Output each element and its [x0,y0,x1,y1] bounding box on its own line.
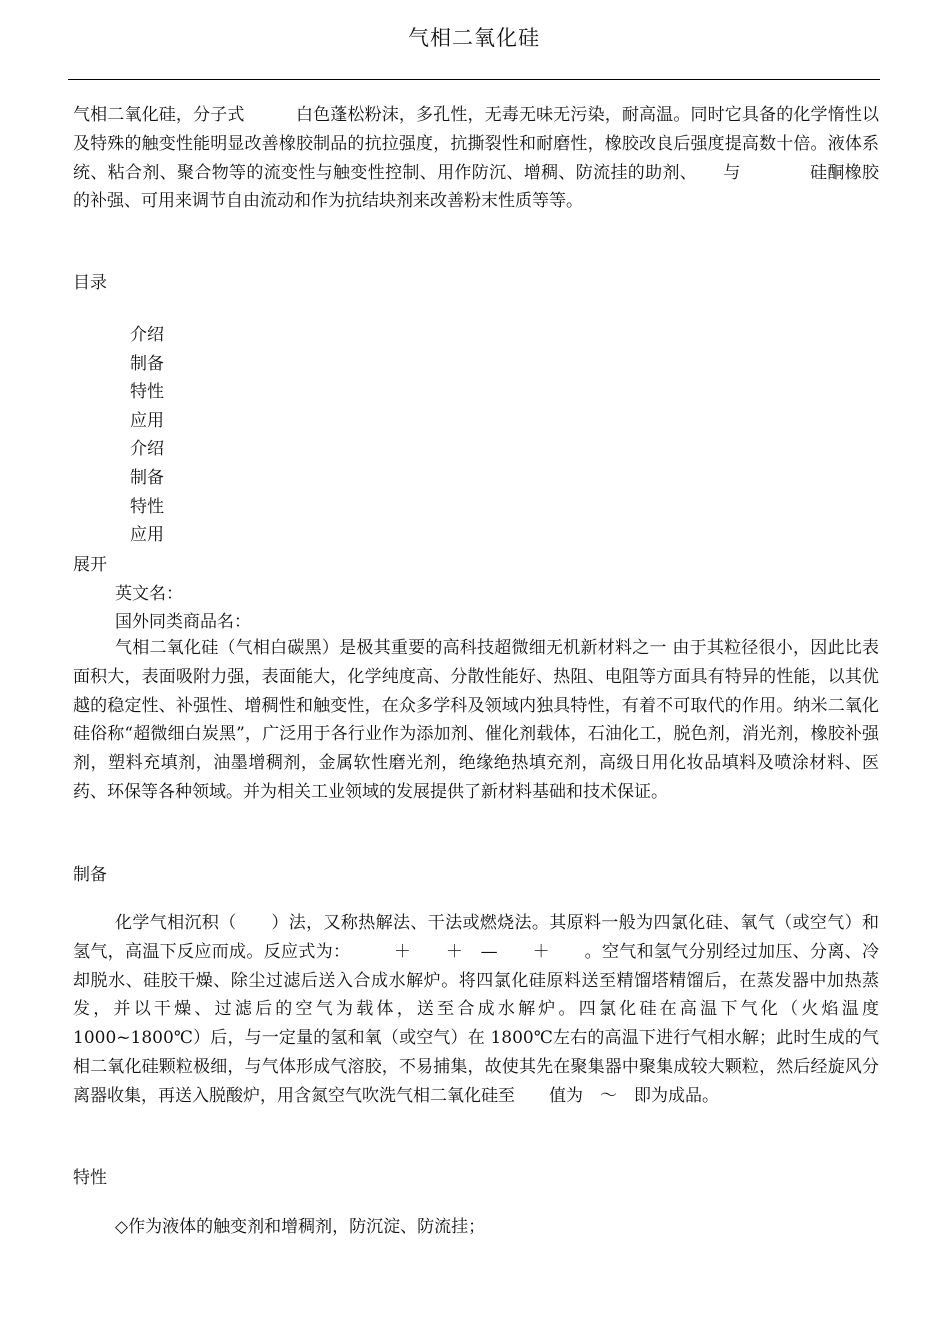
properties-heading: 特性 [73,1168,107,1188]
toc-heading: 目录 [73,273,107,293]
table-of-contents [130,321,164,550]
properties-item: ◇作为液体的触变剂和增稠剂，防沉淀、防流挂； [115,1217,486,1237]
foreign-trade-names-label: 国外同类商品名： [115,612,251,632]
toc-item-intro[interactable]: 介绍 [130,439,164,460]
intro-paragraph: 气相二氧化硅，分子式 白色蓬松粉沫，多孔性，无毒无味无污染，耐高温。同时它具备的化学惰性以及特殊的触变性能明显改善橡胶制品的抗拉强度，抗撕裂性和耐磨性，橡胶改良后强度提高数十倍。液体系统、粘合剂、聚合物等的流变性与触变性控制、用作防沉、增稠、防流挂的助剂、 与 硅酮橡胶的补强、可用来调节自由流动和作为抗结块剂来改善粉末性质等等。 [73,105,879,212]
toc-item-applications[interactable]: 应用 [130,410,164,431]
header-rule [68,79,880,80]
preparation-paragraph: 化学气相沉积（ ）法，又称热解法、干法或燃烧法。其原料一般为四氯化硅、氧气（或空气）和氢气，高温下反应而成。反应式为： ＋ ＋ — ＋ 。空气和氢气分别经过加压、分离、冷却脱水、硅胶干燥、除尘过滤后送入合成水解炉。将四氯化硅原料送至精馏塔精馏后，在蒸发器中加热蒸发，并以干燥、过滤后的空气为载体，送至合成水解炉。四氯化硅在高温下气化（火焰温度 1000~1800℃）后，与一定量的氢和氧（或空气）在 1800℃左右的高温下进行气相水解；此时生成的气相二氧化硅颗粒极细，与气体形成气溶胶，不易捕集，故使其先在聚集器中聚集成较大颗粒，然后经旋风分离器收集，再送入脱酸炉，用含氮空气吹洗气相二氧化硅至 值为 ～ 即为成品。 [73,913,879,1106]
toc-item-preparation[interactable]: 制备 [130,353,164,374]
toc-item-intro[interactable]: 介绍 [130,325,164,345]
english-name-label: 英文名： [115,584,183,604]
toc-item-applications[interactable]: 应用 [130,525,164,546]
toc-item-properties[interactable]: 特性 [130,382,164,403]
preparation-heading: 制备 [73,865,107,885]
toc-item-properties[interactable]: 特性 [130,496,164,517]
intro-section-paragraph: 气相二氧化硅（气相白碳黑）是极其重要的高科技超微细无机新材料之一 由于其粒径很小，因此比表面积大，表面吸附力强，表面能大，化学纯度高、分散性能好、热阻、电阻等方面具有特异的性能，以其优越的稳定性、补强性、增稠性和触变性，在众多学科及领域内独具特性，有着不可取代的作用。纳米二氧化硅俗称“超微细白炭黑”，广泛用于各行业作为添加剂、催化剂载体，石油化工，脱色剂，消光剂，橡胶补强剂，塑料充填剂，油墨增稠剂，金属软性磨光剂，绝缘绝热填充剂，高级日用化妆品填料及喷涂材料、医药、环保等各种领域。并为相关工业领域的发展提供了新材料基础和技术保证。 [73,638,879,802]
expand-toggle[interactable]: 展开 [73,555,107,575]
toc-item-preparation[interactable]: 制备 [130,467,164,488]
page-title: 气相二氧化硅 [408,26,540,50]
